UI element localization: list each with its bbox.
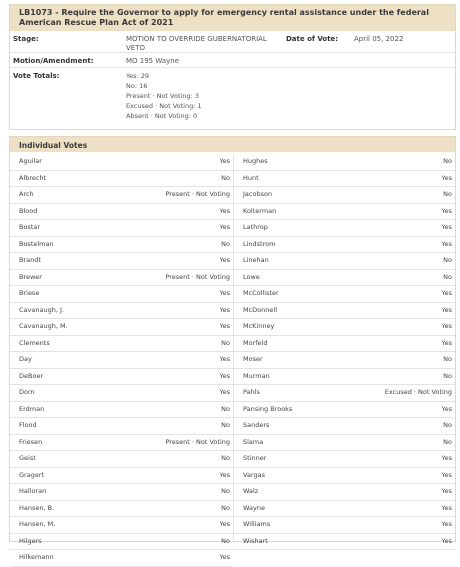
senator-vote: No [443, 272, 452, 281]
senator-vote: Yes [441, 322, 452, 330]
senator-vote: Yes [441, 404, 452, 413]
senator-name: Clements [19, 338, 50, 347]
senator-vote: No [443, 256, 452, 264]
senator-name: Sanders [243, 421, 270, 429]
senator-name: Hilkemann [19, 553, 54, 561]
senator-vote: Yes [219, 256, 230, 264]
date-label: Date of Vote: [286, 35, 339, 43]
vote-row [10, 550, 233, 567]
vote-row [234, 451, 455, 468]
vote-row [10, 336, 233, 353]
bill-title: LB1073 - Require the Governor to apply for emergency rental assistance under the federal American Rescue Plan Act of 2021 [10, 5, 455, 31]
senator-vote: Yes [219, 322, 230, 330]
vote-row [10, 319, 233, 336]
senator-vote: Excused · Not Voting [384, 388, 452, 396]
senator-vote: Yes [219, 355, 230, 363]
senator-vote: No [221, 421, 230, 429]
senator-vote: Present · Not Voting [165, 190, 230, 198]
senator-vote: Present · Not Voting [165, 272, 230, 281]
senator-vote: Yes [441, 305, 452, 314]
vote-details-panel [9, 4, 456, 130]
vote-row [10, 534, 233, 551]
senator-name: Morfeld [243, 338, 268, 347]
vote-row [10, 303, 233, 320]
senator-name: Albrecht [19, 173, 47, 182]
senator-vote: Yes [219, 388, 230, 396]
senator-name: DeBoer [19, 371, 44, 380]
senator-name: Flood [19, 421, 37, 429]
senator-name: Friesen [19, 437, 43, 446]
senator-name: Hansen, M. [19, 520, 56, 528]
vote-row [10, 286, 233, 303]
senator-vote: Yes [219, 305, 230, 314]
senator-name: Linehan [243, 256, 269, 264]
senator-name: Dorn [19, 388, 35, 396]
senator-name: Slama [243, 437, 264, 446]
total-no: No: 16 [126, 82, 148, 90]
left-vote-column [10, 154, 233, 567]
senator-name: Kolterman [243, 206, 277, 215]
senator-name: Wayne [243, 503, 265, 512]
senator-vote: No [443, 355, 452, 363]
vote-row [10, 484, 233, 501]
senator-name: Arch [19, 190, 34, 198]
vote-row [234, 220, 455, 237]
vote-row [10, 369, 233, 386]
vote-row [10, 171, 233, 188]
senator-name: Day [19, 355, 32, 363]
senator-name: Vargas [243, 470, 265, 479]
date-value: April 05, 2022 [354, 35, 404, 43]
senator-name: Hughes [243, 157, 268, 165]
vote-row [234, 517, 455, 534]
senator-vote: No [443, 421, 452, 429]
senator-vote: Yes [219, 206, 230, 215]
senator-vote: Yes [441, 223, 452, 231]
vote-row [234, 204, 455, 221]
vote-row [234, 187, 455, 204]
stage-label: Stage: [13, 35, 39, 43]
senator-vote: No [221, 404, 230, 413]
stage-value-line1: MOTION TO OVERRIDE GUBERNATORIAL [126, 35, 267, 43]
vote-row [10, 270, 233, 287]
senator-vote: Yes [219, 371, 230, 380]
vote-row [10, 187, 233, 204]
senator-name: Stinner [243, 454, 267, 462]
senator-name: Brewer [19, 272, 42, 281]
senator-vote: Yes [441, 503, 452, 512]
senator-name: Walz [243, 487, 259, 495]
vote-row [10, 517, 233, 534]
stage-row [10, 31, 455, 53]
vote-row [234, 303, 455, 320]
senator-name: Bostar [19, 223, 41, 231]
vote-row [10, 204, 233, 221]
senator-vote: No [443, 157, 452, 165]
total-yes: Yes: 29 [126, 72, 150, 80]
senator-vote: No [221, 173, 230, 182]
senator-name: Cavanaugh, M. [19, 322, 68, 330]
senator-vote: No [221, 239, 230, 248]
senator-vote: Present · Not Voting [165, 437, 230, 446]
motion-value: MO 195 Wayne [126, 57, 180, 65]
vote-row [10, 154, 233, 171]
senator-vote: Yes [441, 206, 452, 215]
senator-name: Lowe [243, 272, 260, 281]
vote-row [234, 534, 455, 551]
vote-row [234, 237, 455, 254]
vote-row [10, 253, 233, 270]
vote-row [234, 501, 455, 518]
total-excused: Excused · Not Voting: 1 [126, 102, 202, 110]
senator-name: Wishart [243, 536, 268, 545]
vote-row [234, 336, 455, 353]
senator-vote: Yes [441, 536, 452, 545]
vote-row [234, 319, 455, 336]
vote-row [234, 402, 455, 419]
vote-row [234, 154, 455, 171]
vote-row [10, 220, 233, 237]
vote-row [234, 286, 455, 303]
vote-row [234, 352, 455, 369]
senator-vote: Yes [219, 470, 230, 479]
senator-vote: Yes [219, 520, 230, 528]
senator-vote: Yes [219, 553, 230, 561]
total-present: Present · Not Voting: 3 [126, 92, 199, 100]
senator-name: Gragert [19, 470, 45, 479]
senator-vote: Yes [219, 157, 230, 165]
senator-vote: No [221, 338, 230, 347]
stage-value-line2: VETO [126, 44, 145, 52]
senator-vote: Yes [219, 223, 230, 231]
vote-row [234, 435, 455, 452]
senator-name: Blood [19, 206, 38, 215]
vote-row [10, 451, 233, 468]
senator-vote: No [221, 487, 230, 495]
vote-row [234, 468, 455, 485]
senator-vote: Yes [441, 487, 452, 495]
motion-label: Motion/Amendment: [13, 57, 94, 65]
vote-row [234, 385, 455, 402]
senator-name: McKinney [243, 322, 275, 330]
senator-vote: Yes [219, 289, 230, 297]
senator-name: Brandt [19, 256, 41, 264]
senator-name: Bostelman [19, 239, 54, 248]
vote-row [10, 468, 233, 485]
individual-votes-header: Individual Votes [10, 137, 455, 152]
senator-name: Murman [243, 371, 270, 380]
senator-vote: No [443, 437, 452, 446]
senator-name: Cavanaugh, J. [19, 305, 64, 314]
senator-name: Jacobson [243, 190, 273, 198]
senator-vote: Yes [441, 454, 452, 462]
vote-row [234, 369, 455, 386]
vote-row [10, 435, 233, 452]
senator-name: Pansing Brooks [243, 404, 293, 413]
motion-row [10, 53, 455, 68]
senator-name: Geist [19, 454, 36, 462]
vote-row [234, 270, 455, 287]
senator-name: Hansen, B. [19, 503, 55, 512]
vote-row [234, 171, 455, 188]
senator-name: Erdman [19, 404, 45, 413]
senator-vote: No [221, 503, 230, 512]
senator-vote: Yes [441, 520, 452, 528]
vote-row [10, 402, 233, 419]
vote-row [10, 237, 233, 254]
totals-label: Vote Totals: [13, 72, 60, 80]
senator-name: Hilgers [19, 536, 42, 545]
senator-name: McCollister [243, 289, 279, 297]
senator-name: Aguilar [19, 157, 42, 165]
senator-name: McDonnell [243, 305, 278, 314]
senator-name: Briese [19, 289, 40, 297]
senator-name: Moser [243, 355, 263, 363]
vote-row [234, 418, 455, 435]
senator-name: Lathrop [243, 223, 268, 231]
senator-vote: No [443, 190, 452, 198]
senator-vote: Yes [441, 338, 452, 347]
senator-vote: Yes [441, 470, 452, 479]
vote-row [234, 253, 455, 270]
senator-vote: No [443, 371, 452, 380]
totals-row [10, 68, 455, 130]
vote-row [10, 418, 233, 435]
senator-name: Hunt [243, 173, 259, 182]
senator-vote: No [221, 536, 230, 545]
senator-name: Pahls [243, 388, 260, 396]
vote-row [10, 352, 233, 369]
senator-vote: Yes [441, 239, 452, 248]
vote-row [10, 501, 233, 518]
senator-name: Halloran [19, 487, 47, 495]
vote-row [234, 484, 455, 501]
senator-name: Lindstrom [243, 239, 276, 248]
right-vote-column [234, 154, 455, 550]
senator-vote: Yes [441, 289, 452, 297]
senator-name: Williams [243, 520, 271, 528]
individual-votes-panel [9, 136, 456, 561]
senator-vote: No [221, 454, 230, 462]
senator-vote: Yes [441, 173, 452, 182]
total-absent: Absent · Not Voting: 0 [126, 112, 198, 120]
vote-row [10, 385, 233, 402]
